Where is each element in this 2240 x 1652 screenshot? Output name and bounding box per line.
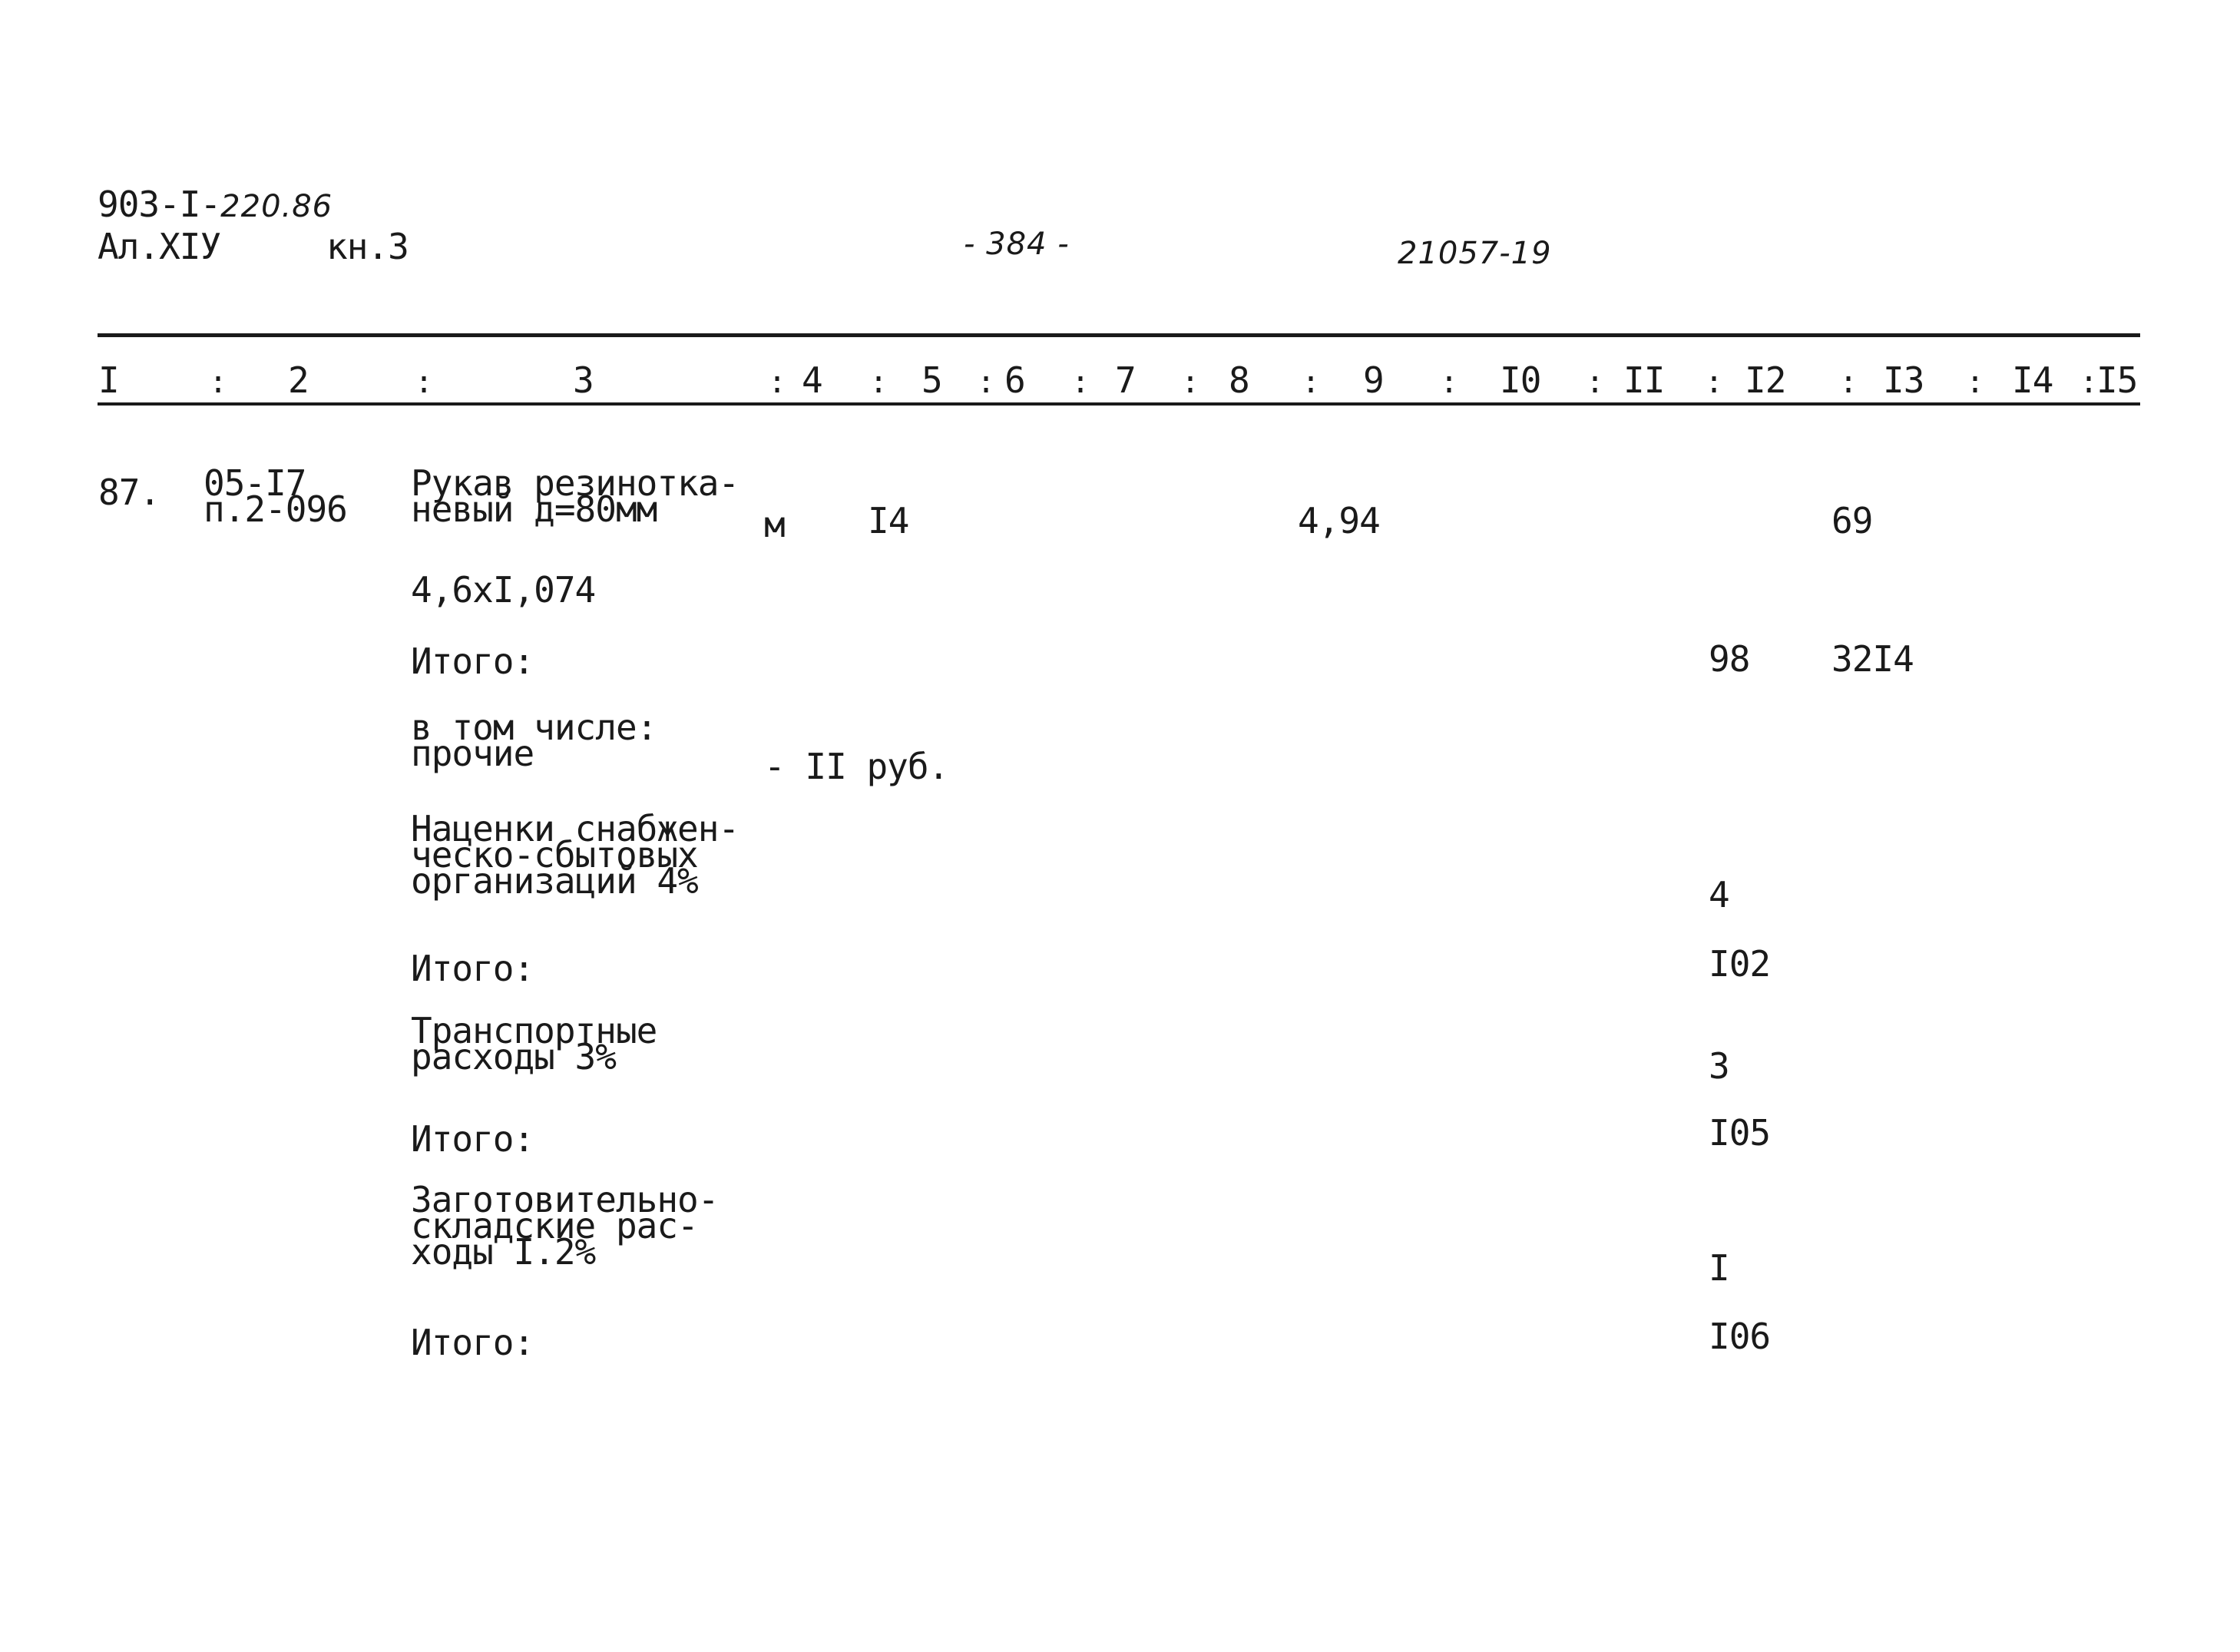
table-top-rule xyxy=(98,333,2140,337)
transport-col12: 3 xyxy=(1709,1045,1729,1087)
col-sep: : xyxy=(1181,365,1200,400)
row-quantity: I4 xyxy=(868,500,909,541)
table-header-rule xyxy=(98,402,2140,406)
row-formula: 4,6xI,074 xyxy=(411,569,596,611)
col-header-5: 5 xyxy=(921,359,942,401)
transport-label: Транспортные расходы 3% xyxy=(411,1010,657,1078)
col-sep: : xyxy=(1839,365,1858,400)
row-code: 05-I7 п.2-096 xyxy=(203,462,347,530)
col-sep: : xyxy=(977,365,996,400)
col-sep: : xyxy=(869,365,888,400)
col-header-1: I xyxy=(98,359,119,401)
col-header-10: I0 xyxy=(1500,359,1541,401)
col-header-15: I5 xyxy=(2096,359,2138,401)
markup-col12: 4 xyxy=(1709,874,1729,915)
storage-label: Заготовительно- складские рас- ходы I.2% xyxy=(411,1179,719,1273)
total-label: Итого: xyxy=(411,641,534,682)
col-sep: : xyxy=(1705,365,1724,400)
total-col12: I05 xyxy=(1709,1112,1771,1154)
col-header-13: I3 xyxy=(1883,359,1924,401)
total-label: Итого: xyxy=(411,948,534,989)
including-value: - II руб. xyxy=(764,746,949,787)
total-col12: 98 xyxy=(1709,638,1750,680)
col-sep: : xyxy=(415,365,434,400)
doc-code-typed: 903-I- xyxy=(98,184,221,225)
total-col13: 32I4 xyxy=(1831,638,1914,680)
col-sep: : xyxy=(1071,365,1090,400)
col-header-8: 8 xyxy=(1229,359,1249,401)
including-label: в том числе: прочие xyxy=(411,707,657,774)
row-number: 87. xyxy=(98,472,160,513)
col-sep: : xyxy=(1966,365,1985,400)
doc-code-handwritten: 220.86 xyxy=(220,189,333,224)
col-sep: : xyxy=(1440,365,1459,400)
page-number: - 384 - xyxy=(964,227,1070,262)
col-header-7: 7 xyxy=(1115,359,1136,401)
storage-col12: I xyxy=(1709,1247,1729,1289)
book-label: кн.3 xyxy=(326,226,409,267)
row-name: Рукав резинотка- невый д=80мм xyxy=(411,462,739,530)
col-sep: : xyxy=(1302,365,1321,400)
col-header-12: I2 xyxy=(1745,359,1786,401)
col-header-14: I4 xyxy=(2012,359,2053,401)
row-total: 69 xyxy=(1831,500,1873,541)
col-header-11: II xyxy=(1623,359,1665,401)
col-sep: : xyxy=(1586,365,1605,400)
col-sep: : xyxy=(209,365,228,400)
total-label: Итого: xyxy=(411,1118,534,1160)
col-sep: : xyxy=(2080,365,2099,400)
total-col12: I02 xyxy=(1709,943,1771,985)
markup-label: Наценки снабжен- ческо-сбытовых организаций 4% xyxy=(411,808,739,902)
col-header-3: 3 xyxy=(573,359,594,401)
row-unit: м xyxy=(764,504,785,545)
col-header-6: 6 xyxy=(1004,359,1025,401)
total-col12: I06 xyxy=(1709,1316,1771,1357)
inventory-number: 21057-19 xyxy=(1398,236,1552,271)
col-header-4: 4 xyxy=(802,359,822,401)
total-label: Итого: xyxy=(411,1322,534,1363)
doc-code xyxy=(98,184,333,225)
album-label: Ал.XIУ xyxy=(98,226,221,267)
col-header-2: 2 xyxy=(288,359,309,401)
row-price: 4,94 xyxy=(1298,500,1380,541)
col-header-9: 9 xyxy=(1363,359,1384,401)
col-sep: : xyxy=(768,365,787,400)
